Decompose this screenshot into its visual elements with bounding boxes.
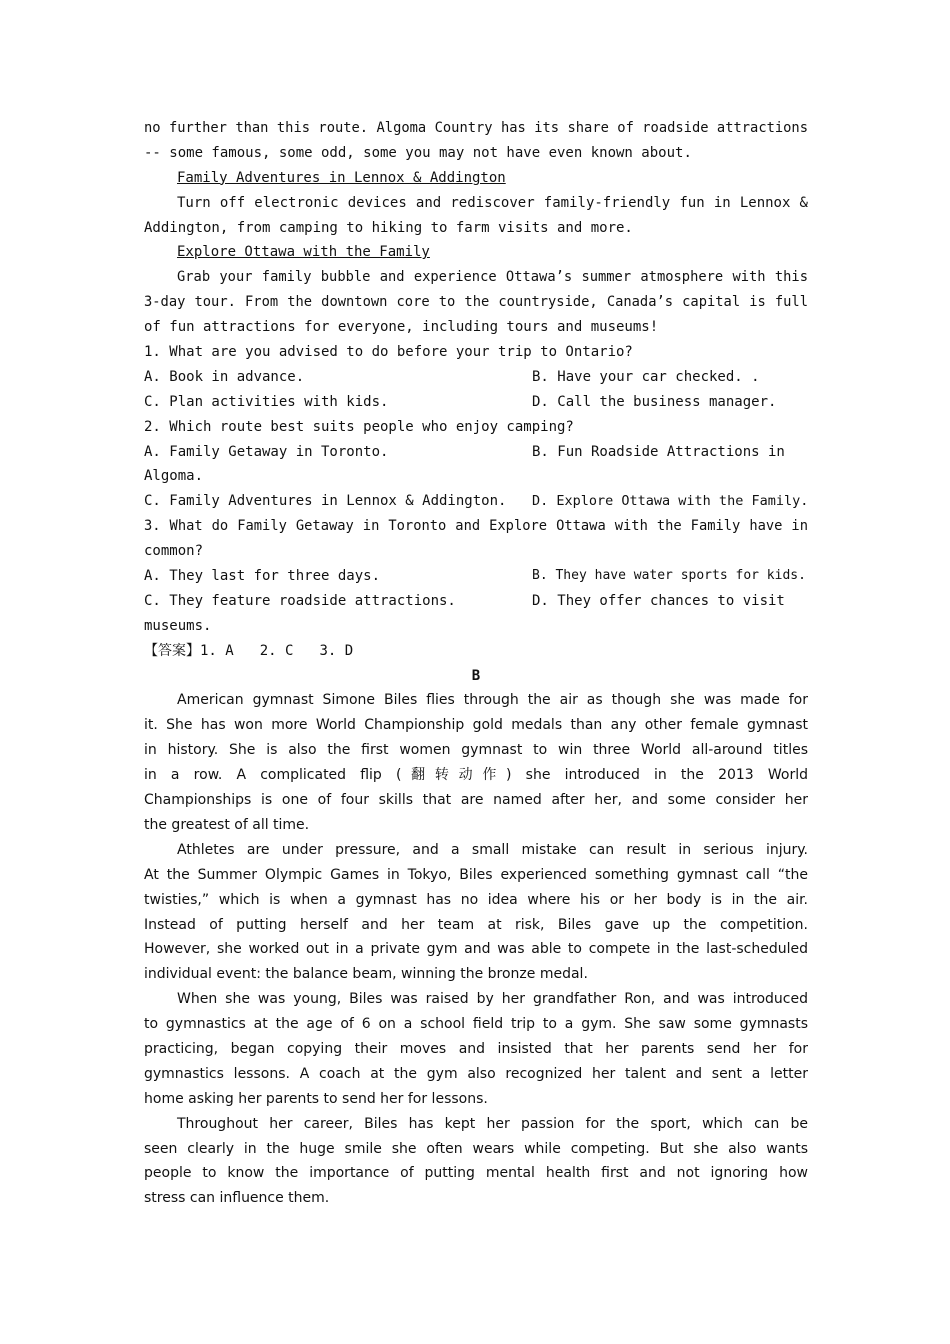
question-2-stem: 2. Which route best suits people who enjoy camping?: [144, 418, 574, 435]
text-line: gymnastics lessons. A coach at the gym also recognized her talent and sent a letter: [144, 1065, 808, 1082]
option-3b: B. They have water sports for kids.: [532, 568, 806, 584]
document-page: [144, 116, 808, 1211]
text-line: people to know the importance of putting mental health first and not ignoring how: [144, 1165, 808, 1182]
text-line: Grab your family bubble and experience Ottawa’s summer atmosphere with this: [177, 269, 808, 286]
question-2-options-row-1: [144, 440, 808, 465]
option-3d: D. They offer chances to visit: [532, 592, 785, 609]
section-title-ottawa-text: Explore Ottawa with the Family: [177, 244, 430, 261]
option-3a: A. They last for three days.: [144, 568, 381, 585]
section-title-lennox-text: Family Adventures in Lennox & Addington: [177, 169, 506, 186]
option-1a: A. Book in advance.: [144, 368, 305, 385]
option-1d: D. Call the business manager.: [532, 393, 777, 410]
option-2a: A. Family Getaway in Toronto.: [144, 443, 389, 460]
option-1b: B. Have your car checked. .: [532, 368, 760, 385]
text-line: -- some famous, some odd, some you may not have even known about.: [144, 144, 692, 161]
text-line: stress can influence them.: [144, 1190, 330, 1207]
option-3c: C. They feature roadside attractions.: [144, 592, 456, 609]
option-1c: C. Plan activities with kids.: [144, 393, 389, 410]
text-line: to gymnastics at the age of 6 on a school field trip to a gym. She saw some gymnasts: [144, 1016, 808, 1033]
text-line: Athletes are under pressure, and a small mistake can result in serious injury.: [177, 841, 808, 858]
answer-2: 2. C: [259, 642, 294, 659]
text-line: When she was young, Biles was raised by her grandfather Ron, and was introduced: [177, 991, 808, 1008]
text-line: seen clearly in the huge smile she often wears while competing. But she also wants: [144, 1140, 808, 1157]
text-line: Throughout her career, Biles has kept her passion for the sport, which can be: [177, 1115, 808, 1132]
text-line: in a row. A complicated flip (翻转动作) she introduced in the 2013 World: [144, 767, 808, 784]
text-line: home asking her parents to send her for lessons.: [144, 1090, 488, 1107]
text-line: Turn off electronic devices and rediscover family-friendly fun in Lennox &: [177, 194, 808, 211]
question-1-options-row-1: [144, 365, 808, 390]
question-2-options-row-2: [144, 489, 808, 514]
question-3-options-row-2: [144, 589, 808, 614]
text-line: practicing, began copying their moves and insisted that her parents send her for: [144, 1040, 808, 1057]
text-line: American gymnast Simone Biles flies through the air as though she was made for: [177, 692, 808, 709]
text-line: no further than this route. Algoma Country has its share of roadside attractions: [144, 120, 808, 136]
text-line: 3-day tour. From the downtown core to the countryside, Canada’s capital is full: [144, 294, 808, 311]
text-line: At the Summer Olympic Games in Tokyo, Biles experienced something gymnast call “the: [144, 866, 808, 883]
text-line: Addington, from camping to hiking to farm visits and more.: [144, 219, 633, 236]
option-2b: B. Fun Roadside Attractions in: [532, 443, 785, 460]
text-line: the greatest of all time.: [144, 816, 310, 833]
text-line: twisties,” which is when a gymnast has no idea where his or her body is in the air.: [144, 891, 808, 908]
text-line: However, she worked out in a private gym and was able to compete in the last-scheduled: [144, 941, 808, 958]
answer-tag: 【答案】: [144, 642, 200, 659]
question-3-options-row-1: [144, 564, 808, 589]
section-title-lennox: [144, 166, 808, 191]
answer-1: 1. A: [200, 642, 234, 659]
text-line: of fun attractions for everyone, including tours and museums!: [144, 319, 659, 336]
text-line: Championships is one of four skills that are named after her, and some consider her: [144, 792, 808, 809]
option-3d-continued: museums.: [144, 617, 212, 634]
option-2d: D. Explore Ottawa with the Family.: [532, 493, 808, 510]
text-line: Instead of putting herself and her team at risk, Biles gave up the competition.: [144, 916, 808, 933]
text-line: in history. She is also the first women gymnast to win three World all-around titles: [144, 742, 808, 759]
option-2b-continued: Algoma.: [144, 468, 204, 485]
text-line: individual event: the balance beam, winning the bronze medal.: [144, 966, 588, 983]
question-3-stem-continued: common?: [144, 543, 204, 560]
option-2c: C. Family Adventures in Lennox & Addington.: [144, 493, 507, 510]
question-1-stem: 1. What are you advised to do before your trip to Ontario?: [144, 344, 633, 361]
question-3-stem: 3. What do Family Getaway in Toronto and Explore Ottawa with the Family have in: [144, 518, 808, 535]
passage-b-label: B: [471, 667, 481, 684]
section-title-ottawa: [144, 240, 808, 265]
question-1-options-row-2: [144, 390, 808, 415]
answer-key: [144, 639, 808, 664]
answer-3: 3. D: [319, 642, 354, 659]
text-line: it. She has won more World Championship gold medals than any other female gymnast: [144, 717, 808, 734]
